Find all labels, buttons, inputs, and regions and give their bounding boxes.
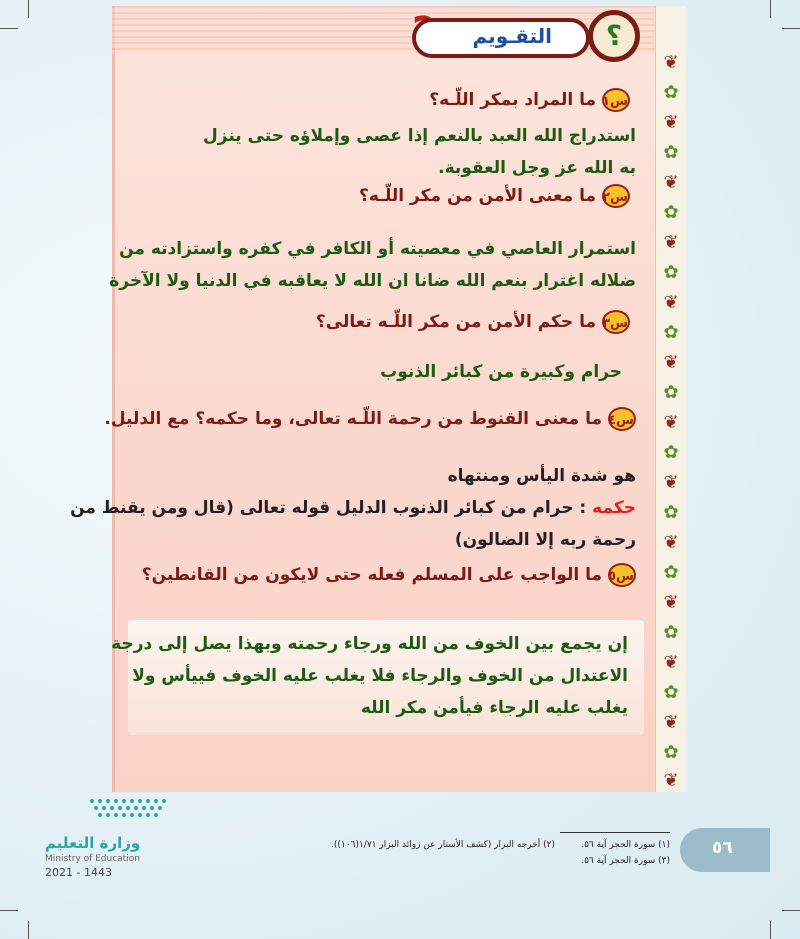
ornament-icon: ✿ (663, 382, 679, 403)
question-number-badge: س١ (602, 88, 630, 112)
answer-2-line-2: ضلاله اغترار بنعم الله ضانا ان الله لا يعاقبه في الدنيا ولا الآخرة (109, 271, 636, 291)
ornament-icon: ❦ (663, 532, 679, 553)
ornament-icon: ✿ (663, 442, 679, 463)
crop-mark (770, 921, 771, 939)
ornament-icon: ❦ (663, 412, 679, 433)
ornament-icon: ❦ (663, 172, 679, 193)
question-2 (359, 184, 630, 208)
crop-mark (0, 28, 18, 29)
ruling-text: : حرام من كبائر الذنوب الدليل قوله تعالى (قال ومن يقنط من (70, 498, 593, 518)
footnote-divider (560, 832, 670, 833)
ornament-icon: ❦ (663, 352, 679, 373)
ornament-icon: ✿ (663, 502, 679, 523)
answer-4-line-3: رحمة ربه إلا الضالون) (454, 530, 636, 550)
footnote-1: (١) سورة الحجر آية ٥٦. (581, 840, 670, 850)
ornament-icon: ❦ (663, 292, 679, 313)
title-badge (412, 18, 590, 58)
ornament-icon: ✿ (663, 202, 679, 223)
ornament-icon: ❦ (663, 472, 679, 493)
ornament-icon: ❦ (663, 112, 679, 133)
question-3 (316, 310, 630, 334)
ornament-icon: ✿ (663, 562, 679, 583)
ornament-icon: ❦ (663, 652, 679, 673)
ornament-icon: ✿ (663, 742, 679, 763)
edition-year: 2021 - 1443 (45, 866, 112, 879)
question-number-badge: س٢ (602, 184, 630, 208)
question-text: ما المراد بمكر اللّـه؟ (429, 90, 596, 110)
ornament-icon: ✿ (663, 682, 679, 703)
answer-2-line-1: استمرار العاصي في معصيته أو الكافر في كفره واستزادته من (119, 239, 636, 259)
crop-mark (0, 910, 18, 911)
ornament-icon: ❦ (663, 232, 679, 253)
page-number: ٥٦ (712, 838, 733, 858)
ornament-icon: ❦ (663, 52, 679, 73)
ornament-icon: ✿ (663, 82, 679, 103)
ornament-icon: ✿ (663, 322, 679, 343)
question-text: ما معنى القنوط من رحمة اللّـه تعالى، وما حكمه؟ مع الدليل. (104, 409, 602, 429)
question-4 (104, 407, 636, 431)
ornament-border (655, 6, 686, 792)
evaluation-icon: ؟ (588, 10, 640, 62)
answer-1-line-2: به الله عز وجل العقوبة. (438, 158, 636, 178)
ministry-logo-icon (86, 795, 176, 819)
question-1 (429, 88, 630, 112)
ornament-icon: ❦ (663, 770, 679, 791)
ornament-icon: ✿ (663, 142, 679, 163)
ornament-icon: ✿ (663, 262, 679, 283)
ministry-name-arabic: وزارة التعليم (45, 834, 141, 852)
answer-4-line-2 (70, 492, 636, 524)
ruling-label: حكمه (592, 498, 636, 518)
ornament-icon: ❦ (663, 592, 679, 613)
crop-mark (770, 0, 771, 18)
question-number-badge: س٣ (602, 310, 630, 334)
crop-mark (782, 28, 800, 29)
answer-4-line-1: هو شدة اليأس ومنتهاه (447, 466, 636, 486)
crop-mark (782, 910, 800, 911)
crop-mark (28, 0, 29, 18)
section-title: التقـويم (472, 24, 552, 48)
answer-5-line-3: يغلب عليه الرجاء فيأمن مكر الله (360, 698, 628, 718)
footnote-3: (٣) سورة الحجر آية ٥٦. (581, 856, 670, 866)
answer-5-line-1: إن يجمع بين الخوف من الله ورجاء رحمته وبهذا يصل إلى درجة (111, 634, 628, 654)
answer-5-line-2: الاعتدال من الخوف والرجاء فلا يغلب عليه الخوف فييأس ولا (132, 666, 628, 686)
crop-mark (28, 921, 29, 939)
ornament-icon: ❦ (663, 712, 679, 733)
answer-1-line-1: استدراج الله العبد بالنعم إذا عصى وإملاؤه حتى ينزل (203, 126, 636, 146)
question-5 (142, 563, 636, 587)
question-text: ما الواجب على المسلم فعله حتى لايكون من القانطين؟ (141, 565, 602, 585)
question-text: ما حكم الأمن من مكر اللّـه تعالى؟ (315, 312, 596, 332)
answer-3: حرام وكبيرة من كبائر الذنوب (380, 362, 622, 382)
question-number-badge: س٥ (608, 563, 636, 587)
ministry-name-english: Ministry of Education (45, 854, 140, 864)
question-number-badge: س٤ (608, 407, 636, 431)
ornament-icon: ✿ (663, 622, 679, 643)
question-text: ما معنى الأمن من مكر اللّـه؟ (358, 186, 596, 206)
footnote-2: (٢) أخرجه البزار (كشف الأستار عن زوائد البزار ١/٧١(١٠٦)). (331, 840, 555, 850)
